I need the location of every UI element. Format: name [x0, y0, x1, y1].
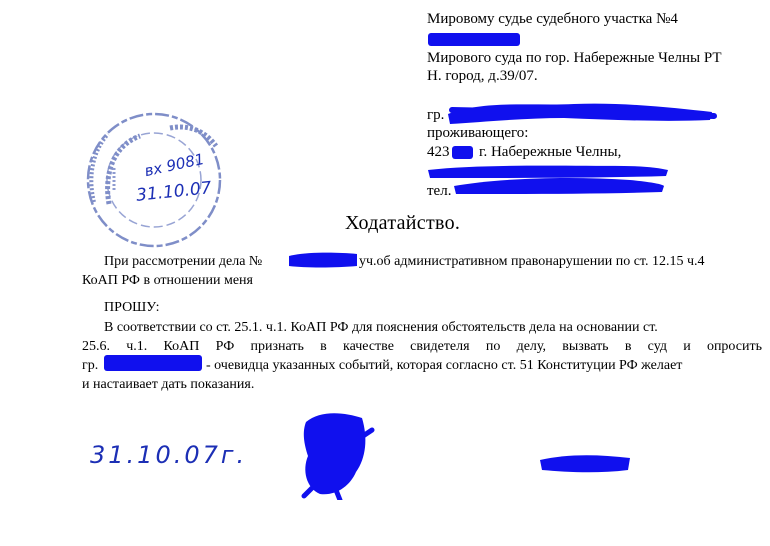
stamp-date: 31.10.07	[135, 178, 213, 206]
redaction-postcode	[452, 146, 473, 159]
redaction-witness-name	[104, 355, 202, 371]
paragraph2-line1: В соответствии со ст. 25.1. ч.1. КоАП РФ для пояснения обстоятельств дела на основании ст.	[104, 320, 658, 335]
redaction-signature-1	[296, 408, 376, 500]
paragraph1-start: При рассмотрении дела №	[104, 254, 263, 269]
redaction-phone	[450, 172, 670, 198]
stamp-incoming-number: вх 9081	[142, 149, 206, 181]
handwritten-date: 31.10.07г.	[90, 441, 248, 469]
redaction-signature-2	[536, 448, 636, 478]
paragraph1-continuation: уч.об административном правонарушении по ст. 12.15 ч.4	[359, 254, 705, 269]
residing-label: проживающего:	[427, 125, 529, 141]
document-title: Ходатайство.	[345, 212, 461, 234]
addressee-line-1: Мировому судье судебного участка №4	[427, 11, 678, 27]
request-heading: ПРОШУ:	[104, 300, 160, 315]
city-label: г. Набережные Челны,	[479, 144, 622, 160]
redaction-judge-name	[428, 33, 520, 46]
paragraph1-line2: КоАП РФ в отношении меня	[82, 273, 253, 288]
stamp-seal-icon	[74, 106, 244, 256]
redaction-case-number	[285, 250, 363, 270]
phone-prefix: тел.	[427, 183, 452, 199]
postcode-prefix: 423	[427, 144, 450, 160]
addressee-line-2: Мирового суда по гор. Набережные Челны РТ	[427, 50, 722, 66]
paragraph2-line4: и настаивает дать показания.	[82, 377, 255, 392]
paragraph2-line2: 25.6. ч.1. КоАП РФ признать в качестве свидетеля по делу, вызвать в суд и опросить	[82, 339, 762, 354]
paragraph2-line3-rest: - очевидца указанных событий, которая согласно ст. 51 Конституции РФ желает	[206, 358, 683, 373]
addressee-line-3: Н. город, д.39/07.	[427, 68, 538, 84]
paragraph2-line3-prefix: гр.	[82, 358, 99, 373]
court-stamp	[74, 106, 244, 256]
citizen-prefix: гр.	[427, 107, 445, 123]
